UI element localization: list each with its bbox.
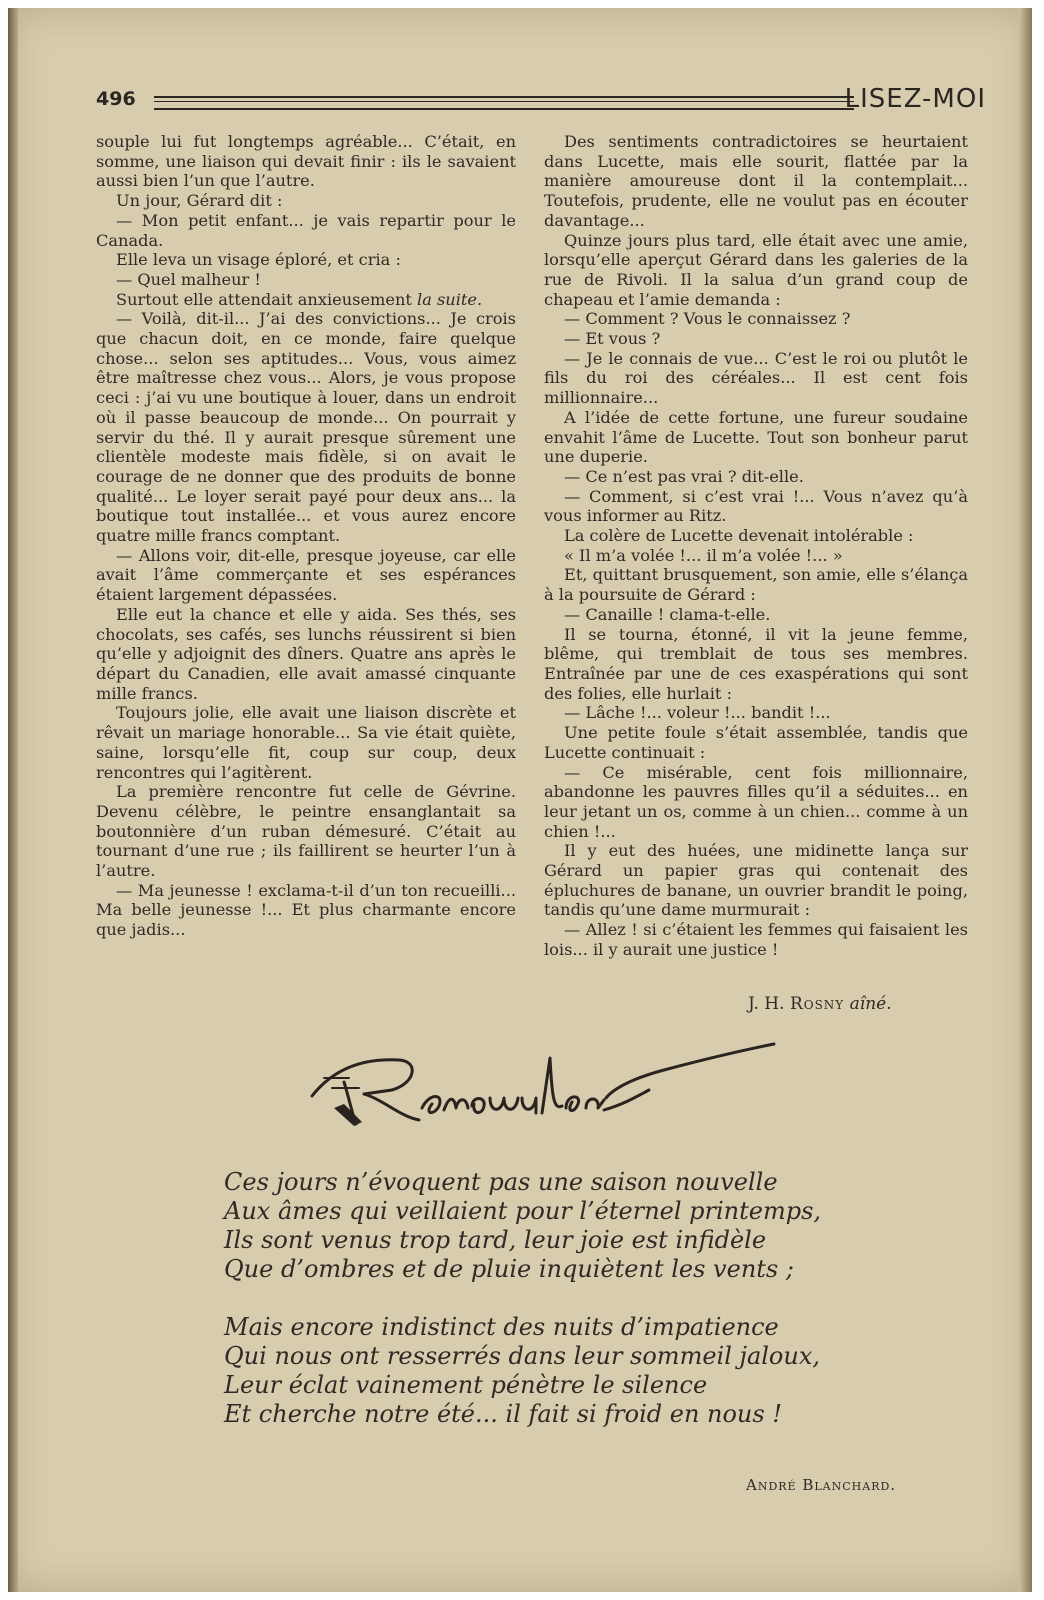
paragraph xyxy=(544,723,968,762)
paragraph xyxy=(96,132,516,191)
paragraph xyxy=(96,290,516,310)
paragraph xyxy=(96,546,516,605)
story-signature xyxy=(748,994,892,1014)
paragraph xyxy=(544,565,968,604)
paragraph-text: — Et vous ? xyxy=(564,329,661,349)
paragraph xyxy=(96,211,516,250)
paragraph xyxy=(544,546,968,566)
paragraph xyxy=(544,309,968,329)
paragraph xyxy=(96,782,516,881)
poem-stanza xyxy=(224,1313,944,1429)
paragraph-text: Et, quittant brusquement, son amie, elle s’élança à la poursuite de Gérard : xyxy=(544,565,968,605)
paragraph-text: Surtout elle attendait anxieusement xyxy=(116,289,418,309)
paragraph xyxy=(96,703,516,782)
paragraph xyxy=(96,191,516,211)
paragraph-text: — Ce n’est pas vrai ? dit-elle. xyxy=(564,466,804,486)
poem-author xyxy=(746,1476,896,1494)
paragraph-text: Toujours jolie, elle avait une liaison discrète et rêvait un mariage honorable... Sa vie était quiète, saine, lorsqu’elle fit, coup sur coup, deux rencontres qui l’agitèrent. xyxy=(96,703,516,782)
paragraph-text: Une petite foule s’était assemblée, tandis que Lucette continuait : xyxy=(544,723,968,762)
paragraph-text: — Allez ! si c’étaient les femmes qui faisaient les lois... il y aurait une justice ! xyxy=(544,920,968,959)
paragraph-text: Elle leva un visage éploré, et cria : xyxy=(116,250,401,270)
paragraph xyxy=(544,763,968,842)
paragraph-emphasis: la suite. xyxy=(417,289,483,309)
magazine-page xyxy=(8,8,1032,1592)
signature-suffix: aîné. xyxy=(849,994,892,1014)
signature-initials: J. H. xyxy=(748,994,785,1014)
paragraph-text: — Allons voir, dit-elle, presque joyeuse, car elle avait l’âme commerçante et ses espérances étaient largement dépassées. xyxy=(96,545,516,605)
poem-line: Et cherche notre été... il fait si froid en nous ! xyxy=(224,1400,782,1428)
paragraph xyxy=(544,329,968,349)
paragraph-text: La colère de Lucette devenait intolérable : xyxy=(564,526,914,546)
magazine-title: LISEZ-MOI xyxy=(844,84,986,114)
paragraph xyxy=(96,309,516,545)
paragraph xyxy=(544,920,968,959)
paragraph-text: Un jour, Gérard dit : xyxy=(116,191,283,211)
paragraph xyxy=(544,841,968,920)
paragraph xyxy=(544,349,968,408)
signature-name: Rosny xyxy=(789,994,845,1014)
poem-line: Ces jours n’évoquent pas une saison nouvelle xyxy=(224,1168,778,1196)
story-column-right xyxy=(544,132,968,960)
poem-author-name: André Blanchard. xyxy=(746,1476,897,1494)
paragraph-text: — Comment, si c’est vrai !... Vous n’avez qu’à vous informer au Ritz. xyxy=(544,486,968,526)
poem-line: Ils sont venus trop tard, leur joie est infidèle xyxy=(224,1226,767,1254)
poem-stanza xyxy=(224,1168,944,1284)
paragraph-text: — Lâche !... voleur !... bandit !... xyxy=(564,703,831,723)
paragraph xyxy=(96,881,516,940)
poem-line: Qui nous ont resserrés dans leur sommeil jaloux, xyxy=(224,1342,821,1370)
poem-line: Leur éclat vainement pénètre le silence xyxy=(224,1371,708,1399)
poem-body xyxy=(224,1168,944,1458)
paragraph-text: — Canaille ! clama-t-elle. xyxy=(564,604,771,624)
paragraph xyxy=(96,270,516,290)
paragraph-text: — Ce misérable, cent fois millionnaire, abandonne les pauvres filles qu’il a séduites... en leur jetant un os, comme à un chien... comme à un chien !... xyxy=(544,762,968,841)
poem-title-lettering xyxy=(304,1038,784,1133)
header-rule xyxy=(154,96,854,110)
paragraph xyxy=(96,250,516,270)
story-column-left xyxy=(96,132,516,940)
running-header xyxy=(96,86,996,116)
binding-edge xyxy=(8,8,18,1592)
page-number: 496 xyxy=(96,88,136,110)
paragraph xyxy=(544,408,968,467)
paragraph-text: — Voilà, dit-il... J’ai des convictions... Je crois que chacun doit, en ce monde, faire quelque chose... selon ses aptitudes... Vous, vous aimez être maîtresse chez vous... Alors, je vous propose ceci : j’ai vu une boutique à louer, dans un endroit où il passe beaucoup de monde... On pourrait y servir du thé. Il y aurait presque sûrement une clientèle modeste mais fidèle, si on avait le courage de ne donner que des produits de bonne qualité... Le loyer serait payé pour deux ans... la boutique tout installée... et vous aurez encore quatre mille francs comptant. xyxy=(96,309,516,546)
paragraph-text: Des sentiments contradictoires se heurtaient dans Lucette, mais elle sourit, flattée par la manière amoureuse dont il la contemplait... Toutefois, prudente, elle ne voulut pas en écouter davantage... xyxy=(544,132,968,230)
page-edge xyxy=(1018,8,1032,1592)
poem-line: Mais encore indistinct des nuits d’impatience xyxy=(224,1313,779,1341)
paragraph-text: souple lui fut longtemps agréable... C’était, en somme, une liaison qui devait finir : ils le savaient aussi bien l’un que l’autre. xyxy=(96,132,516,191)
paragraph xyxy=(544,625,968,704)
paragraph-text: Il se tourna, étonné, il vit la jeune femme, blême, qui tremblait de tous ses membres. Entraînée par une de ces exaspérations qui sont des folies, elle hurlait : xyxy=(544,624,968,703)
paragraph xyxy=(544,703,968,723)
paragraph-text: « Il m’a volée !... il m’a volée !... » xyxy=(564,545,843,565)
paragraph-text: A l’idée de cette fortune, une fureur soudaine envahit l’âme de Lucette. Tout son bonheur parut une duperie. xyxy=(544,407,968,467)
paragraph xyxy=(544,605,968,625)
paragraph-text: — Ma jeunesse ! exclama-t-il d’un ton recueilli... Ma belle jeunesse !... Et plus charmante encore que jadis... xyxy=(96,880,516,940)
paragraph xyxy=(544,526,968,546)
poem-line: Que d’ombres et de pluie inquiètent les vents ; xyxy=(224,1255,794,1283)
paragraph-text: — Quel malheur ! xyxy=(116,269,261,289)
paragraph xyxy=(544,231,968,310)
paragraph-text: La première rencontre fut celle de Gévrine. Devenu célèbre, le peintre ensanglantait sa boutonnière d’un ruban démesuré. C’était au tournant d’une rue ; ils faillirent se heurter l’un à l’autre. xyxy=(96,782,516,881)
paragraph xyxy=(544,132,968,231)
paragraph xyxy=(544,487,968,526)
paragraph-text: Quinze jours plus tard, elle était avec une amie, lorsqu’elle aperçut Gérard dans les galeries de la rue de Rivoli. Il la salua d’un grand coup de chapeau et l’amie demanda : xyxy=(544,230,968,309)
paragraph-text: Il y eut des huées, une midinette lança sur Gérard un papier gras qui contenait des épluchures de banane, un ouvrier brandit le poing, tandis qu’une dame murmurait : xyxy=(544,841,968,920)
paragraph-text: Elle eut la chance et elle y aida. Ses thés, ses chocolats, ses cafés, ses lunchs réussirent si bien qu’elle y adjoignit des dîners. Quatre ans après le départ du Canadien, elle avait amassé cinquante mille francs. xyxy=(96,604,516,703)
poem-line: Aux âmes qui veillaient pour l’éternel printemps, xyxy=(224,1197,822,1225)
paragraph xyxy=(544,467,968,487)
paragraph xyxy=(96,605,516,704)
paragraph-text: — Mon petit enfant... je vais repartir pour le Canada. xyxy=(96,210,516,250)
paragraph-text: — Comment ? Vous le connaissez ? xyxy=(564,309,851,329)
paragraph-text: — Je le connais de vue... C’est le roi ou plutôt le fils du roi des céréales... Il est cent fois millionnaire... xyxy=(544,348,968,408)
